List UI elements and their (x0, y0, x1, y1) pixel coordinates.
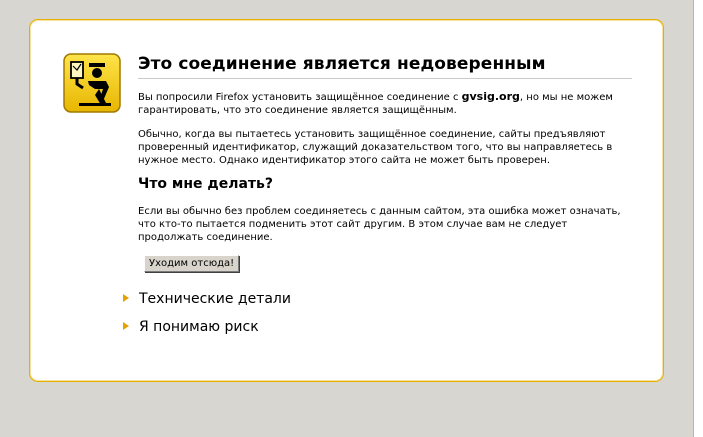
intro-after: , но мы не можем гарантировать, что это соединение является защищённым. (138, 92, 613, 116)
window-edge (693, 0, 703, 437)
triangle-right-icon (123, 294, 129, 302)
get-me-out-button[interactable]: Уходим отсюда! (144, 255, 239, 272)
intro-text (138, 90, 632, 117)
page-title: Это соединение является недоверенным (138, 54, 632, 79)
technical-details-label: Технические детали (139, 291, 291, 307)
understand-risks-label: Я понимаю риск (139, 319, 259, 335)
intro-before: Вы попросили Firefox установить защищённое соединение с (138, 92, 462, 103)
technical-details-expander[interactable] (123, 291, 291, 307)
explanation-text: Обычно, когда вы пытаетесь установить защищённое соединение, сайты предъявляют проверенный идентификатор, служащий доказательством того, что вы направляетесь в нужное место. Однако идентификатор этого сайта не может быть проверен. (138, 129, 613, 166)
error-panel (29, 19, 664, 382)
what-to-do-heading: Что мне делать? (138, 176, 273, 192)
officer-icon (63, 53, 121, 113)
host-name: gvsig.org (461, 90, 520, 103)
understand-risks-expander[interactable] (123, 319, 259, 335)
triangle-right-icon (123, 322, 129, 330)
what-to-do-text: Если вы обычно без проблем соединяетесь с данным сайтом, эта ошибка может означать, что кто-то пытается подменить этот сайт другим. В этом случае вам не следует продолжать соединение. (138, 206, 621, 243)
content (138, 54, 632, 272)
